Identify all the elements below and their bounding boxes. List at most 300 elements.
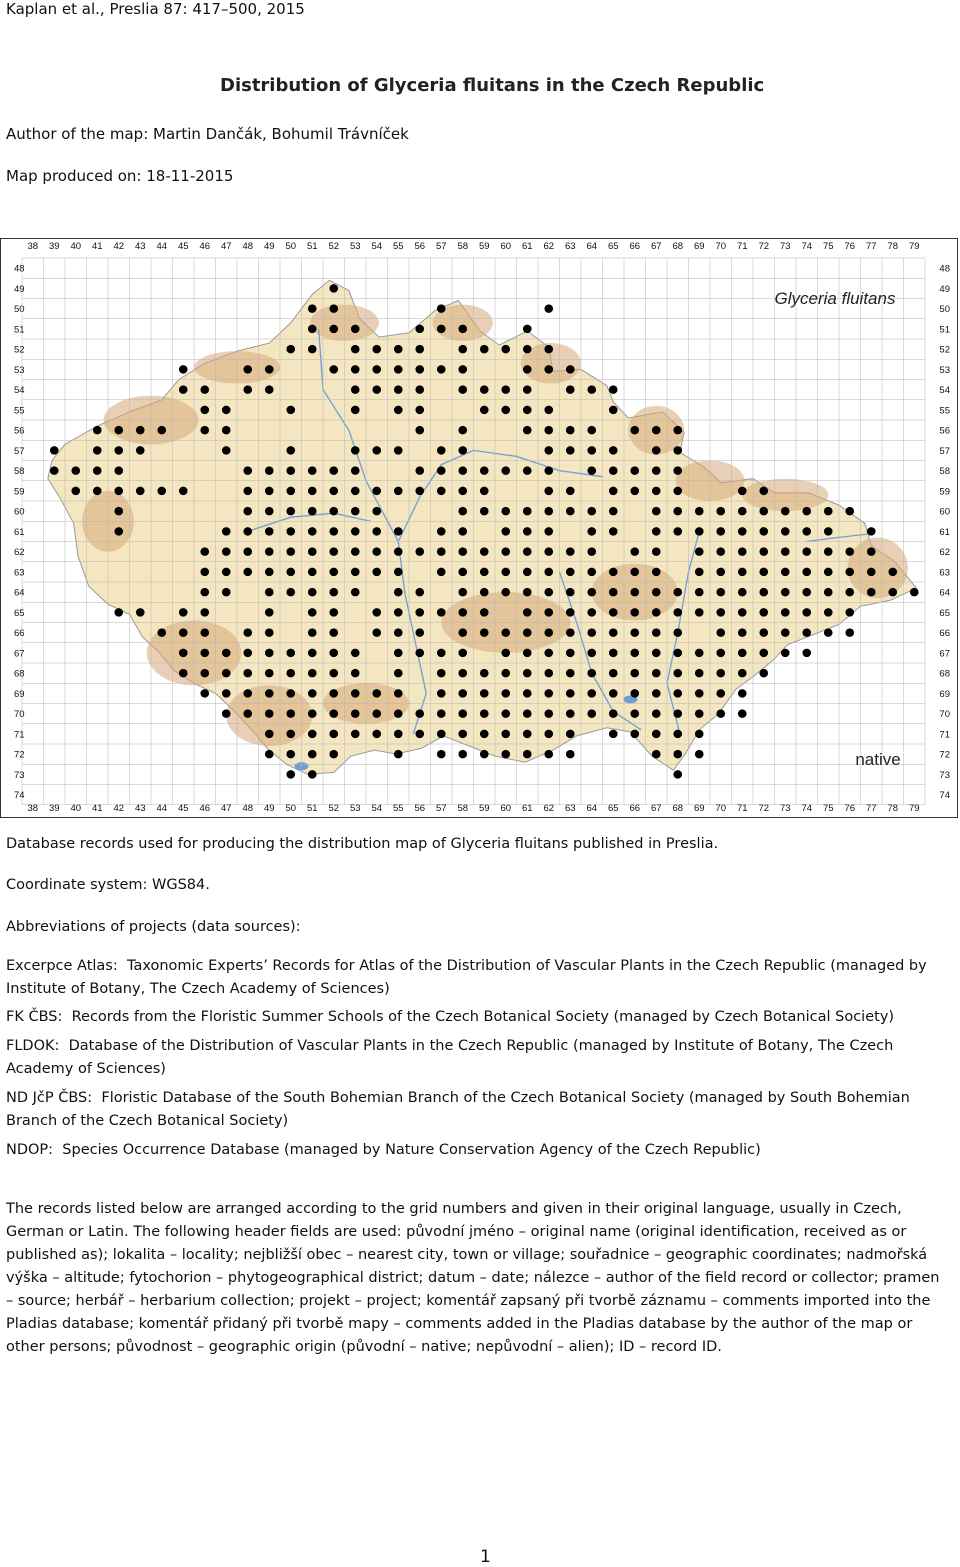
occurrence-dot xyxy=(50,446,59,455)
occurrence-dot xyxy=(308,608,317,617)
occurrence-dot xyxy=(50,466,59,475)
occurrence-dot xyxy=(501,689,510,698)
occurrence-dot xyxy=(351,588,360,597)
x-tick-label-bottom: 53 xyxy=(349,803,361,814)
occurrence-dot xyxy=(136,608,145,617)
occurrence-dot xyxy=(265,385,274,394)
x-tick-label-bottom: 51 xyxy=(306,803,318,814)
occurrence-dot xyxy=(243,466,252,475)
occurrence-dot xyxy=(329,365,338,374)
occurrence-dot xyxy=(222,446,231,455)
y-tick-label-left: 65 xyxy=(14,607,25,619)
occurrence-dot xyxy=(781,628,790,637)
y-tick-label-right: 70 xyxy=(939,709,950,721)
occurrence-dot xyxy=(308,750,317,759)
occurrence-dot xyxy=(845,547,854,556)
occurrence-dot xyxy=(179,365,188,374)
occurrence-dot xyxy=(437,750,446,759)
abbreviation-text: Taxonomic Experts’ Records for Atlas of the Distribution of Vascular Plants in the Czech Republic (managed by Institute of Botany, The Czech Academy of Sciences) xyxy=(6,958,927,997)
occurrence-dot xyxy=(738,568,747,577)
y-tick-label-right: 52 xyxy=(939,344,950,356)
occurrence-dot xyxy=(501,406,510,415)
occurrence-dot xyxy=(480,669,489,678)
occurrence-dot xyxy=(523,588,532,597)
map-date: Map produced on: 18-11-2015 xyxy=(6,167,234,185)
occurrence-dot xyxy=(437,689,446,698)
x-tick-label-top: 71 xyxy=(736,241,748,252)
occurrence-dot xyxy=(415,649,424,658)
occurrence-dot xyxy=(308,669,317,678)
y-tick-label-left: 48 xyxy=(14,263,25,275)
occurrence-dot xyxy=(587,547,596,556)
occurrence-dot xyxy=(394,487,403,496)
occurrence-dot xyxy=(286,487,295,496)
occurrence-dot xyxy=(673,507,682,516)
occurrence-dot xyxy=(415,709,424,718)
occurrence-dot xyxy=(716,507,725,516)
occurrence-dot xyxy=(394,446,403,455)
occurrence-dot xyxy=(544,527,553,536)
occurrence-dot xyxy=(867,547,876,556)
occurrence-dot xyxy=(222,588,231,597)
occurrence-dot xyxy=(695,730,704,739)
occurrence-dot xyxy=(394,730,403,739)
abbreviation-excerpce xyxy=(6,955,950,1001)
occurrence-dot xyxy=(630,547,639,556)
x-tick-label-top: 64 xyxy=(586,241,598,252)
occurrence-dot xyxy=(265,588,274,597)
occurrence-dot xyxy=(867,588,876,597)
occurrence-dot xyxy=(544,446,553,455)
x-tick-label-bottom: 59 xyxy=(478,803,490,814)
abbreviation-key: FLDOK: xyxy=(6,1038,60,1054)
abbreviation-text: Species Occurrence Database (managed by Nature Conservation Agency of the Czech Republic) xyxy=(62,1142,761,1158)
occurrence-dot xyxy=(480,466,489,475)
occurrence-dot xyxy=(437,365,446,374)
occurrence-dot xyxy=(437,527,446,536)
occurrence-dot xyxy=(351,345,360,354)
occurrence-dot xyxy=(652,487,661,496)
occurrence-dot xyxy=(286,466,295,475)
occurrence-dot xyxy=(845,608,854,617)
occurrence-dot xyxy=(523,426,532,435)
occurrence-dot xyxy=(609,709,618,718)
occurrence-dot xyxy=(652,426,661,435)
occurrence-dot xyxy=(458,649,467,658)
occurrence-dot xyxy=(437,608,446,617)
occurrence-dot xyxy=(566,709,575,718)
occurrence-dot xyxy=(587,608,596,617)
coordinate-system: Coordinate system: WGS84. xyxy=(6,877,210,893)
occurrence-dot xyxy=(480,730,489,739)
occurrence-dot xyxy=(458,446,467,455)
y-tick-label-right: 50 xyxy=(939,304,950,316)
occurrence-dot xyxy=(695,568,704,577)
occurrence-dot xyxy=(716,527,725,536)
occurrence-dot xyxy=(824,507,833,516)
occurrence-dot xyxy=(243,568,252,577)
y-tick-label-left: 51 xyxy=(14,324,25,336)
occurrence-dot xyxy=(544,406,553,415)
occurrence-dot xyxy=(265,649,274,658)
y-tick-label-left: 63 xyxy=(14,567,25,579)
x-tick-label-bottom: 78 xyxy=(887,803,899,814)
occurrence-dot xyxy=(372,345,381,354)
occurrence-dot xyxy=(652,588,661,597)
occurrence-dot xyxy=(501,466,510,475)
occurrence-dot xyxy=(351,547,360,556)
occurrence-dot xyxy=(501,669,510,678)
y-tick-label-right: 56 xyxy=(939,425,950,437)
x-tick-label-top: 72 xyxy=(758,241,770,252)
x-tick-label-top: 54 xyxy=(371,241,383,252)
occurrence-dot xyxy=(157,628,166,637)
occurrence-dot xyxy=(523,385,532,394)
y-tick-label-right: 71 xyxy=(939,729,950,741)
x-tick-label-top: 78 xyxy=(887,241,899,252)
x-tick-label-bottom: 50 xyxy=(285,803,297,814)
x-tick-label-top: 74 xyxy=(801,241,813,252)
occurrence-dot xyxy=(609,507,618,516)
occurrence-dot xyxy=(566,547,575,556)
occurrence-dot xyxy=(394,568,403,577)
occurrence-dot xyxy=(802,568,811,577)
occurrence-dot xyxy=(845,628,854,637)
x-tick-label-top: 46 xyxy=(199,241,211,252)
x-tick-label-bottom: 47 xyxy=(220,803,232,814)
y-tick-label-right: 48 xyxy=(939,263,950,275)
occurrence-dot xyxy=(286,750,295,759)
occurrence-dot xyxy=(458,365,467,374)
occurrence-dot xyxy=(566,487,575,496)
occurrence-dot xyxy=(673,588,682,597)
occurrence-dot xyxy=(372,608,381,617)
occurrence-dot xyxy=(544,507,553,516)
occurrence-dot xyxy=(286,406,295,415)
occurrence-dot xyxy=(566,750,575,759)
occurrence-dot xyxy=(523,669,532,678)
y-tick-label-right: 72 xyxy=(939,749,950,761)
y-tick-label-right: 68 xyxy=(939,668,950,680)
occurrence-dot xyxy=(415,466,424,475)
occurrence-dot xyxy=(200,568,209,577)
x-tick-label-bottom: 41 xyxy=(91,803,103,814)
occurrence-dot xyxy=(501,709,510,718)
occurrence-dot xyxy=(652,446,661,455)
occurrence-dot xyxy=(587,385,596,394)
occurrence-dot xyxy=(716,608,725,617)
occurrence-dot xyxy=(587,426,596,435)
occurrence-dot xyxy=(566,730,575,739)
occurrence-dot xyxy=(200,406,209,415)
occurrence-dot xyxy=(587,689,596,698)
occurrence-dot xyxy=(329,628,338,637)
occurrence-dot xyxy=(566,689,575,698)
occurrence-dot xyxy=(501,345,510,354)
occurrence-dot xyxy=(501,507,510,516)
occurrence-dot xyxy=(179,487,188,496)
occurrence-dot xyxy=(738,669,747,678)
occurrence-dot xyxy=(523,628,532,637)
occurrence-dot xyxy=(910,588,919,597)
occurrence-dot xyxy=(673,466,682,475)
occurrence-dot xyxy=(308,487,317,496)
occurrence-dot xyxy=(781,568,790,577)
x-tick-label-bottom: 56 xyxy=(414,803,426,814)
occurrence-dot xyxy=(630,588,639,597)
abbreviation-text: Database of the Distribution of Vascular Plants in the Czech Republic (managed by Institute of Botany, The Czech Academy of Sciences) xyxy=(6,1038,894,1077)
occurrence-dot xyxy=(329,709,338,718)
occurrence-dot xyxy=(222,406,231,415)
x-tick-label-bottom: 46 xyxy=(199,803,211,814)
occurrence-dot xyxy=(738,689,747,698)
occurrence-dot xyxy=(265,527,274,536)
occurrence-dot xyxy=(587,507,596,516)
occurrence-dot xyxy=(265,730,274,739)
x-tick-label-bottom: 67 xyxy=(650,803,662,814)
occurrence-dot xyxy=(351,406,360,415)
occurrence-dot xyxy=(136,426,145,435)
occurrence-dot xyxy=(652,527,661,536)
occurrence-dot xyxy=(738,527,747,536)
occurrence-dot xyxy=(415,345,424,354)
occurrence-dot xyxy=(630,487,639,496)
occurrence-dot xyxy=(415,608,424,617)
occurrence-dot xyxy=(157,426,166,435)
occurrence-dot xyxy=(265,709,274,718)
y-tick-label-right: 54 xyxy=(939,385,950,397)
occurrence-dot xyxy=(93,466,102,475)
x-tick-label-top: 58 xyxy=(457,241,469,252)
occurrence-dot xyxy=(308,628,317,637)
occurrence-dot xyxy=(157,487,166,496)
occurrence-dot xyxy=(308,466,317,475)
occurrence-dot xyxy=(351,487,360,496)
occurrence-dot xyxy=(609,568,618,577)
occurrence-dot xyxy=(695,750,704,759)
x-tick-label-bottom: 48 xyxy=(242,803,254,814)
y-tick-label-left: 50 xyxy=(14,304,25,316)
occurrence-dot xyxy=(200,689,209,698)
occurrence-dot xyxy=(695,527,704,536)
occurrence-dot xyxy=(480,507,489,516)
occurrence-dot xyxy=(458,325,467,334)
occurrence-dot xyxy=(781,608,790,617)
occurrence-dot xyxy=(351,568,360,577)
x-tick-label-top: 49 xyxy=(263,241,275,252)
occurrence-dot xyxy=(458,669,467,678)
abbreviation-key: NDOP: xyxy=(6,1142,54,1158)
occurrence-dot xyxy=(480,628,489,637)
occurrence-dot xyxy=(308,588,317,597)
occurrence-dot xyxy=(652,628,661,637)
occurrence-dot xyxy=(609,649,618,658)
x-tick-label-top: 50 xyxy=(285,241,297,252)
page-number: 1 xyxy=(480,1547,491,1567)
x-tick-label-top: 62 xyxy=(543,241,555,252)
occurrence-dot xyxy=(458,709,467,718)
occurrence-dot xyxy=(222,709,231,718)
occurrence-dot xyxy=(802,649,811,658)
x-tick-label-top: 41 xyxy=(91,241,103,252)
x-tick-label-bottom: 39 xyxy=(48,803,60,814)
occurrence-dot xyxy=(286,507,295,516)
occurrence-dot xyxy=(308,547,317,556)
occurrence-dot xyxy=(544,689,553,698)
y-tick-label-left: 71 xyxy=(14,729,25,741)
occurrence-dot xyxy=(308,345,317,354)
occurrence-dot xyxy=(501,588,510,597)
occurrence-dot xyxy=(243,689,252,698)
abbreviation-key: FK ČBS: xyxy=(6,1009,63,1025)
occurrence-dot xyxy=(265,669,274,678)
x-tick-label-bottom: 72 xyxy=(758,803,770,814)
occurrence-dot xyxy=(394,385,403,394)
occurrence-dot xyxy=(673,608,682,617)
occurrence-dot xyxy=(695,588,704,597)
occurrence-dot xyxy=(458,385,467,394)
occurrence-dot xyxy=(243,649,252,658)
occurrence-dot xyxy=(200,608,209,617)
occurrence-dot xyxy=(286,568,295,577)
occurrence-dot xyxy=(351,730,360,739)
occurrence-dot xyxy=(802,547,811,556)
occurrence-dot xyxy=(437,568,446,577)
occurrence-dot xyxy=(566,426,575,435)
occurrence-dot xyxy=(802,527,811,536)
occurrence-dot xyxy=(308,325,317,334)
occurrence-dot xyxy=(544,365,553,374)
x-tick-label-top: 40 xyxy=(70,241,82,252)
occurrence-dot xyxy=(652,466,661,475)
occurrence-dot xyxy=(437,466,446,475)
occurrence-dot xyxy=(308,507,317,516)
x-tick-label-top: 57 xyxy=(435,241,447,252)
occurrence-dot xyxy=(630,608,639,617)
y-tick-label-right: 66 xyxy=(939,628,950,640)
occurrence-dot xyxy=(501,385,510,394)
x-tick-label-bottom: 57 xyxy=(435,803,447,814)
x-tick-label-top: 52 xyxy=(328,241,340,252)
occurrence-dot xyxy=(523,709,532,718)
occurrence-dot xyxy=(93,487,102,496)
occurrence-dot xyxy=(329,304,338,313)
y-tick-label-left: 57 xyxy=(14,445,25,457)
occurrence-dot xyxy=(71,466,80,475)
y-tick-label-right: 67 xyxy=(939,648,950,660)
occurrence-dot xyxy=(888,568,897,577)
x-tick-label-bottom: 55 xyxy=(392,803,404,814)
occurrence-dot xyxy=(759,568,768,577)
occurrence-dot xyxy=(243,527,252,536)
occurrence-dot xyxy=(458,507,467,516)
y-tick-label-right: 62 xyxy=(939,547,950,559)
occurrence-dot xyxy=(200,649,209,658)
occurrence-dot xyxy=(501,547,510,556)
occurrence-dot xyxy=(351,649,360,658)
x-tick-label-bottom: 44 xyxy=(156,803,168,814)
abbreviations-heading: Abbreviations of projects (data sources): xyxy=(6,919,301,935)
occurrence-dot xyxy=(286,527,295,536)
occurrence-dot xyxy=(544,304,553,313)
occurrence-dot xyxy=(501,750,510,759)
occurrence-dot xyxy=(609,406,618,415)
occurrence-dot xyxy=(114,527,123,536)
occurrence-dot xyxy=(243,628,252,637)
x-tick-label-bottom: 40 xyxy=(70,803,82,814)
occurrence-dot xyxy=(372,709,381,718)
occurrence-dot xyxy=(437,669,446,678)
x-tick-label-bottom: 75 xyxy=(822,803,834,814)
occurrence-dot xyxy=(716,547,725,556)
occurrence-dot xyxy=(587,527,596,536)
occurrence-dot xyxy=(673,487,682,496)
occurrence-dot xyxy=(329,649,338,658)
occurrence-dot xyxy=(523,649,532,658)
occurrence-dot xyxy=(265,628,274,637)
occurrence-dot xyxy=(695,507,704,516)
occurrence-dot xyxy=(888,588,897,597)
abbreviation-fldok xyxy=(6,1035,950,1081)
occurrence-dot xyxy=(114,446,123,455)
occurrence-dot xyxy=(673,709,682,718)
y-tick-label-right: 53 xyxy=(939,364,950,376)
occurrence-dot xyxy=(222,426,231,435)
x-tick-label-bottom: 62 xyxy=(543,803,555,814)
occurrence-dot xyxy=(351,325,360,334)
occurrence-dot xyxy=(566,608,575,617)
occurrence-dot xyxy=(394,406,403,415)
x-tick-label-top: 48 xyxy=(242,241,254,252)
occurrence-dot xyxy=(824,628,833,637)
occurrence-dot xyxy=(824,547,833,556)
occurrence-dot xyxy=(480,547,489,556)
occurrence-dot xyxy=(480,709,489,718)
occurrence-dot xyxy=(265,750,274,759)
occurrence-dot xyxy=(243,385,252,394)
occurrence-dot xyxy=(867,568,876,577)
occurrence-dot xyxy=(329,730,338,739)
occurrence-dot xyxy=(566,588,575,597)
occurrence-dot xyxy=(415,628,424,637)
distribution-map-svg xyxy=(0,238,958,818)
occurrence-dot xyxy=(587,568,596,577)
occurrence-dot xyxy=(824,588,833,597)
occurrence-dot xyxy=(544,709,553,718)
occurrence-dot xyxy=(802,608,811,617)
occurrence-dot xyxy=(437,649,446,658)
occurrence-dot xyxy=(544,649,553,658)
occurrence-dot xyxy=(523,507,532,516)
occurrence-dot xyxy=(501,730,510,739)
x-tick-label-top: 69 xyxy=(693,241,705,252)
occurrence-dot xyxy=(415,547,424,556)
occurrence-dot xyxy=(200,385,209,394)
occurrence-dot xyxy=(566,365,575,374)
y-tick-label-right: 74 xyxy=(939,790,950,802)
y-tick-label-left: 74 xyxy=(14,790,25,802)
x-tick-label-top: 51 xyxy=(306,241,318,252)
occurrence-dot xyxy=(587,649,596,658)
y-tick-label-right: 60 xyxy=(939,506,950,518)
occurrence-dot xyxy=(609,669,618,678)
occurrence-dot xyxy=(781,527,790,536)
x-tick-label-bottom: 38 xyxy=(27,803,39,814)
occurrence-dot xyxy=(630,669,639,678)
occurrence-dot xyxy=(652,669,661,678)
occurrence-dot xyxy=(480,588,489,597)
occurrence-dot xyxy=(286,649,295,658)
